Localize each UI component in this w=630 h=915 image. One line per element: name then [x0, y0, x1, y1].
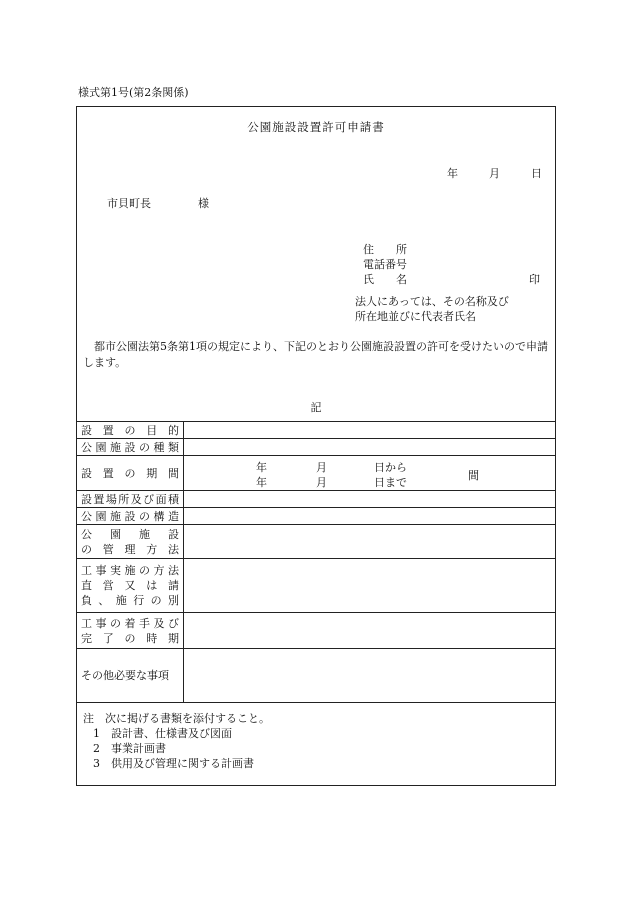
- field-other[interactable]: [184, 649, 556, 703]
- table-row: [77, 491, 556, 508]
- addressee: [107, 195, 209, 211]
- label-schedule-line-1: 工事の着手及び: [81, 616, 179, 630]
- label-period: 設置の期間: [77, 456, 184, 491]
- table-row: [77, 525, 556, 559]
- field-work-method[interactable]: [184, 559, 556, 613]
- details-table: [76, 421, 556, 703]
- label-structure: 公園施設の構造: [77, 508, 184, 525]
- label-kind: 公園施設の種類: [77, 439, 184, 456]
- label-work-method-line-2: 直営又は請: [81, 579, 179, 592]
- table-row: [77, 559, 556, 613]
- table-row: [77, 649, 556, 703]
- field-purpose[interactable]: [184, 422, 556, 439]
- field-management[interactable]: [184, 525, 556, 559]
- seal-mark: 印: [529, 273, 540, 286]
- form-title: 公園施設設置許可申請書: [247, 120, 385, 134]
- period-from-month: 月: [316, 461, 327, 474]
- applicant-address-label: 住 所: [363, 243, 407, 256]
- field-schedule[interactable]: [184, 613, 556, 649]
- label-location: 設置場所及び面積: [77, 491, 184, 508]
- label-schedule: [77, 613, 184, 649]
- note-item: 1 設計書、仕様書及び図面: [93, 727, 232, 740]
- corp-note-line-2: 所在地並びに代表者氏名: [355, 310, 476, 323]
- label-work-method-line-3: 負、施行の別: [81, 594, 179, 607]
- label-management: [77, 525, 184, 559]
- label-purpose: 設置の目的: [77, 422, 184, 439]
- application-body-text: 都市公園法第5条第1項の規定により、下記のとおり公園施設設置の許可を受けたいので申請します。: [83, 340, 548, 369]
- corp-note-line-1: 法人にあっては、その名称及び: [355, 295, 509, 308]
- date-line: [447, 165, 542, 181]
- application-form: [76, 106, 556, 786]
- form-number: 様式第1号(第2条関係): [78, 86, 189, 99]
- period-span: 間: [468, 469, 479, 482]
- addressee-name: 市貝町長: [107, 197, 151, 210]
- period-from-day: 日から: [374, 461, 407, 474]
- period-to-day: 日まで: [374, 476, 407, 489]
- field-kind[interactable]: [184, 439, 556, 456]
- attachment-notes: [83, 711, 270, 771]
- table-row: [77, 456, 556, 491]
- date-month: 月: [489, 167, 500, 180]
- label-management-line-1: 公園施設: [81, 527, 179, 541]
- label-schedule-line-2: 完了の時期: [81, 631, 179, 645]
- field-location[interactable]: [184, 491, 556, 508]
- field-structure[interactable]: [184, 508, 556, 525]
- note-item: 3 供用及び管理に関する計画書: [93, 757, 254, 770]
- label-work-method: [77, 559, 184, 613]
- label-management-line-2: の管理方法: [81, 542, 179, 556]
- label-work-method-line-1: 工事実施の方法: [81, 564, 179, 577]
- date-year: 年: [447, 167, 458, 180]
- date-day: 日: [531, 167, 542, 180]
- addressee-honorific: 様: [198, 197, 209, 210]
- field-period[interactable]: [184, 456, 556, 491]
- applicant-phone-label: 電話番号: [363, 258, 407, 271]
- period-to-month: 月: [316, 476, 327, 489]
- applicant-name-label: 氏 名: [363, 273, 407, 286]
- note-item: 2 事業計画書: [93, 742, 166, 755]
- label-other: その他必要な事項: [77, 649, 184, 703]
- table-row: [77, 613, 556, 649]
- table-row: [77, 508, 556, 525]
- table-row: [77, 439, 556, 456]
- notes-heading: 注 次に掲げる書類を添付すること。: [83, 712, 270, 725]
- table-row: [77, 422, 556, 439]
- period-to-year: 年: [256, 476, 267, 489]
- period-from-year: 年: [256, 461, 267, 474]
- ki-heading: 記: [310, 401, 322, 414]
